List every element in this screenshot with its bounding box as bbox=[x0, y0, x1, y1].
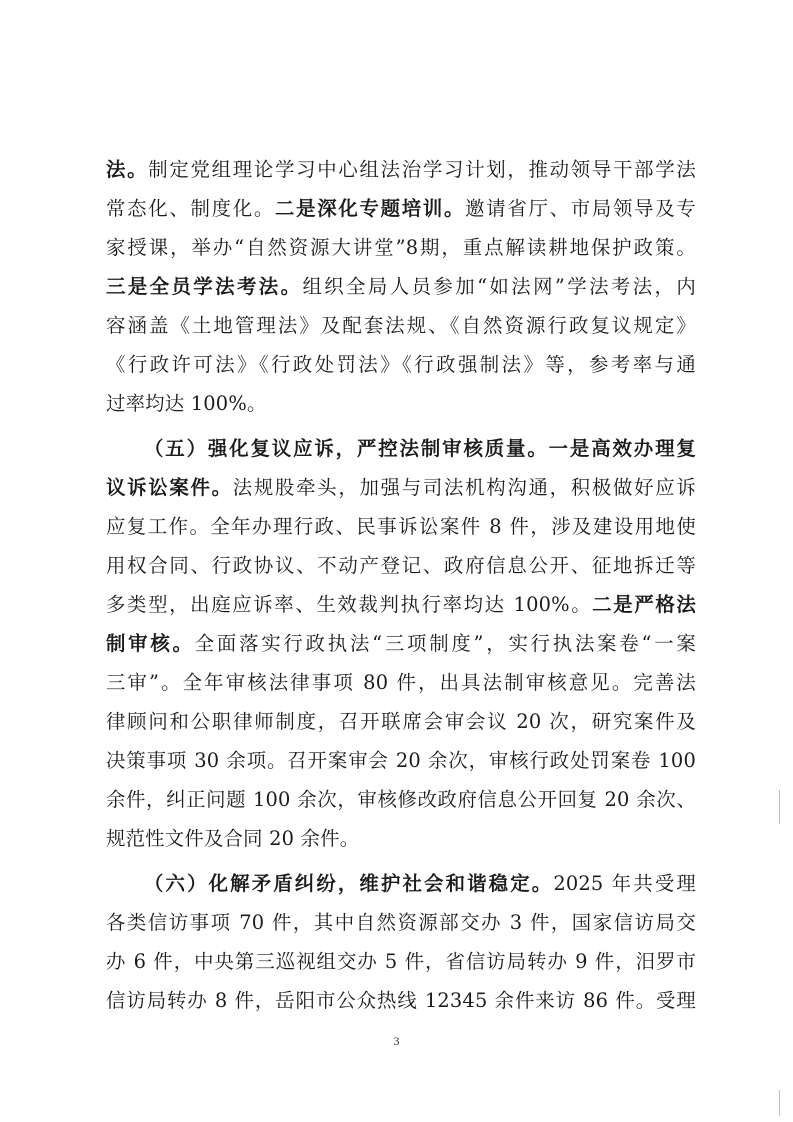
text-line bbox=[106, 741, 696, 780]
body-text-span: 各类信访事项 70 件，其中自然资源部交办 3 件，国家信访局交 bbox=[106, 911, 696, 934]
body-text-span: 家授课，举办“自然资源大讲堂”8期，重点解读耕地保护政策。 bbox=[106, 236, 696, 259]
text-line bbox=[106, 981, 696, 1020]
body-text-span: 2025 年共受理 bbox=[553, 872, 696, 895]
bold-heading-text: （五）强化复议应诉，严控法制审核质量。一是高效办理复 bbox=[144, 437, 696, 460]
bold-heading-text: 三是全员学法考法。 bbox=[106, 275, 303, 298]
text-line bbox=[106, 189, 696, 228]
bold-heading-text: 法。 bbox=[106, 158, 149, 181]
text-line bbox=[106, 903, 696, 942]
bold-heading-text: 议诉讼案件。 bbox=[106, 476, 233, 499]
paragraph bbox=[106, 864, 696, 1020]
bold-heading-text: 二是严格法 bbox=[592, 593, 696, 616]
body-text-span: 应复工作。全年办理行政、民事诉讼案件 8 件，涉及建设用地使 bbox=[106, 515, 696, 538]
body-text-span: 律顾问和公职律师制度，召开联席会审会议 20 次，研究案件及 bbox=[106, 710, 696, 733]
text-line bbox=[106, 468, 696, 507]
body-text-span: 决策事项 30 余项。召开案审会 20 余次，审核行政处罚案卷 100 bbox=[106, 749, 696, 772]
text-line bbox=[106, 150, 696, 189]
body-text-span: 制定党组理论学习中心组法治学习计划，推动领导干部学法 bbox=[148, 158, 697, 181]
bold-heading-text: 二是深化专题培训。 bbox=[275, 197, 466, 220]
body-text-span: 信访局转办 8 件，岳阳市公众热线 12345 余件来访 86 件。受理 bbox=[106, 989, 696, 1012]
body-text-span: 规范性文件及合同 20 余件。 bbox=[106, 827, 360, 850]
text-line bbox=[106, 702, 696, 741]
text-line bbox=[106, 267, 696, 306]
body-text-span: 《行政许可法》《行政处罚法》《行政强制法》等，参考率与通 bbox=[106, 353, 696, 376]
body-text-span: 全面落实行政执法“三项制度”，实行执法案卷“一案 bbox=[194, 632, 696, 655]
text-line bbox=[106, 942, 696, 981]
body-text-span: 过率均达 100%。 bbox=[106, 392, 267, 415]
body-text-span: 邀请省厅、市局领导及专 bbox=[465, 197, 696, 220]
body-text-span: 三审”。全年审核法律事项 80 件，出具法制审核意见。完善法 bbox=[106, 671, 696, 694]
scan-edge-mark bbox=[779, 790, 780, 824]
text-line bbox=[106, 429, 696, 468]
text-line bbox=[106, 228, 696, 267]
text-line bbox=[106, 546, 696, 585]
bold-heading-text: （六）化解矛盾纠纷，维护社会和谐稳定。 bbox=[144, 872, 554, 895]
body-text-span: 组织全局人员参加“如法网”学法考法，内 bbox=[302, 275, 696, 298]
body-text-span: 容涵盖《土地管理法》及配套法规、《自然资源行政复议规定》 bbox=[106, 314, 696, 337]
text-line bbox=[106, 624, 696, 663]
text-line bbox=[106, 306, 696, 345]
text-line bbox=[106, 819, 696, 858]
body-text bbox=[106, 150, 696, 1020]
text-line bbox=[106, 780, 696, 819]
body-text-span: 法规股牵头，加强与司法机构沟通，积极做好应诉 bbox=[232, 476, 696, 499]
body-text-span: 办 6 件，中央第三巡视组交办 5 件，省信访局转办 9 件，汨罗市 bbox=[106, 950, 696, 973]
body-text-span: 常态化、制度化。 bbox=[106, 197, 276, 220]
page-number: 3 bbox=[393, 1034, 400, 1048]
paragraph bbox=[106, 429, 696, 858]
text-line bbox=[106, 507, 696, 546]
bold-heading-text: 制审核。 bbox=[106, 632, 195, 655]
text-line bbox=[106, 384, 696, 423]
scan-edge-mark bbox=[779, 1090, 780, 1116]
body-text-span: 多类型，出庭应诉率、生效裁判执行率均达 100%。 bbox=[106, 593, 593, 616]
text-line bbox=[106, 345, 696, 384]
text-line bbox=[106, 864, 696, 903]
text-line bbox=[106, 585, 696, 624]
paragraph bbox=[106, 150, 696, 423]
body-text-span: 余件，纠正问题 100 余次，审核修改政府信息公开回复 20 余次、 bbox=[106, 788, 696, 811]
text-line bbox=[106, 663, 696, 702]
body-text-span: 用权合同、行政协议、不动产登记、政府信息公开、征地拆迁等 bbox=[106, 554, 696, 577]
